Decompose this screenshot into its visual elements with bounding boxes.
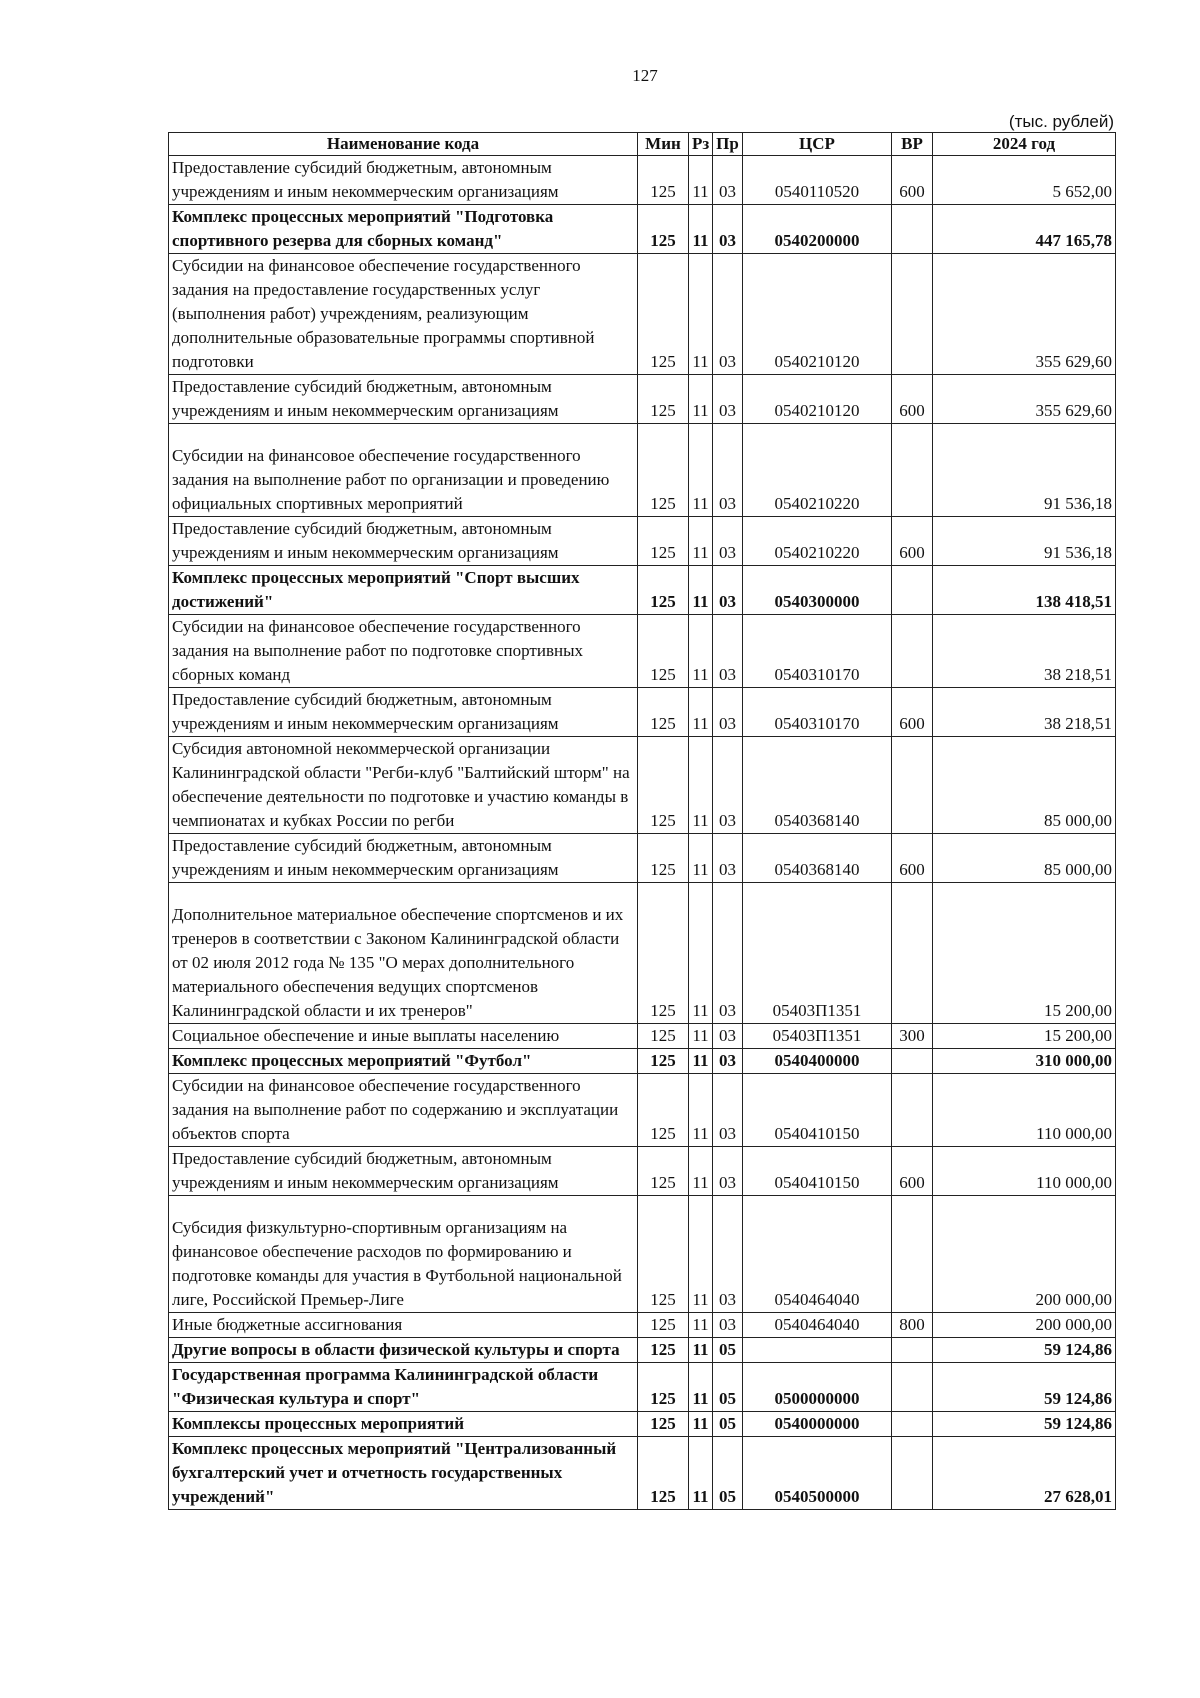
row-csr-cell: 0540210220 [743, 424, 892, 517]
table-row [169, 615, 1116, 688]
row-vr-cell [892, 615, 933, 688]
row-min-cell: 125 [638, 517, 689, 566]
row-csr-cell: 0540000000 [743, 1412, 892, 1437]
row-name-cell: Социальное обеспечение и иные выплаты населению [169, 1024, 638, 1049]
row-rz-cell: 11 [689, 883, 713, 1024]
row-rz-cell: 11 [689, 1338, 713, 1363]
table-row [169, 1049, 1116, 1074]
row-name-cell: Комплекс процессных мероприятий "Спорт высших достижений" [169, 566, 638, 615]
row-amount-cell: 91 536,18 [933, 517, 1116, 566]
table-row [169, 1147, 1116, 1196]
row-csr-cell: 05403П1351 [743, 883, 892, 1024]
row-vr-cell: 300 [892, 1024, 933, 1049]
row-name-cell: Комплекс процессных мероприятий "Футбол" [169, 1049, 638, 1074]
row-min-cell: 125 [638, 375, 689, 424]
row-rz-cell: 11 [689, 1363, 713, 1412]
table-row [169, 566, 1116, 615]
table-row [169, 1338, 1116, 1363]
row-amount-cell: 200 000,00 [933, 1196, 1116, 1313]
table-row [169, 1412, 1116, 1437]
row-amount-cell: 138 418,51 [933, 566, 1116, 615]
row-min-cell: 125 [638, 424, 689, 517]
row-pr-cell: 05 [713, 1338, 743, 1363]
col-header-rz: Рз [689, 133, 713, 156]
row-pr-cell: 03 [713, 688, 743, 737]
row-rz-cell: 11 [689, 156, 713, 205]
row-min-cell: 125 [638, 1338, 689, 1363]
row-min-cell: 125 [638, 254, 689, 375]
units-label: (тыс. рублей) [1008, 112, 1114, 131]
table-row [169, 375, 1116, 424]
table-row [169, 205, 1116, 254]
row-amount-cell: 38 218,51 [933, 615, 1116, 688]
row-csr-cell: 0540410150 [743, 1147, 892, 1196]
row-rz-cell: 11 [689, 1313, 713, 1338]
table-row [169, 1196, 1116, 1313]
row-pr-cell: 03 [713, 1074, 743, 1147]
row-pr-cell: 03 [713, 205, 743, 254]
row-pr-cell: 03 [713, 883, 743, 1024]
row-min-cell: 125 [638, 156, 689, 205]
row-amount-cell: 200 000,00 [933, 1313, 1116, 1338]
row-pr-cell: 03 [713, 1313, 743, 1338]
row-amount-cell: 27 628,01 [933, 1437, 1116, 1510]
row-vr-cell [892, 1437, 933, 1510]
row-amount-cell: 15 200,00 [933, 883, 1116, 1024]
row-amount-cell: 447 165,78 [933, 205, 1116, 254]
row-pr-cell: 05 [713, 1412, 743, 1437]
row-csr-cell: 05403П1351 [743, 1024, 892, 1049]
col-header-min: Мин [638, 133, 689, 156]
row-csr-cell: 0540300000 [743, 566, 892, 615]
row-amount-cell: 5 652,00 [933, 156, 1116, 205]
row-vr-cell: 600 [892, 688, 933, 737]
row-csr-cell: 0540464040 [743, 1313, 892, 1338]
row-name-cell: Субсидии на финансовое обеспечение государственного задания на выполнение работ по подготовке спортивных сборных команд [169, 615, 638, 688]
row-amount-cell: 38 218,51 [933, 688, 1116, 737]
row-rz-cell: 11 [689, 1412, 713, 1437]
row-min-cell: 125 [638, 1437, 689, 1510]
row-name-cell: Субсидии на финансовое обеспечение государственного задания на предоставление государственных услуг (выполнения работ) учреждениям, реализующим дополнительные образовательные программы спортивной подготовки [169, 254, 638, 375]
row-amount-cell: 110 000,00 [933, 1074, 1116, 1147]
row-pr-cell: 03 [713, 615, 743, 688]
row-name-cell: Субсидия физкультурно-спортивным организациям на финансовое обеспечение расходов по формированию и подготовке команды для участия в Футбольной национальной лиге, Российской Премьер-Лиге [169, 1196, 638, 1313]
row-amount-cell: 91 536,18 [933, 424, 1116, 517]
row-pr-cell: 03 [713, 566, 743, 615]
row-min-cell: 125 [638, 1196, 689, 1313]
row-amount-cell: 85 000,00 [933, 737, 1116, 834]
row-amount-cell: 355 629,60 [933, 254, 1116, 375]
row-pr-cell: 03 [713, 834, 743, 883]
table-row [169, 517, 1116, 566]
row-vr-cell [892, 1049, 933, 1074]
table-row [169, 737, 1116, 834]
row-min-cell: 125 [638, 688, 689, 737]
row-name-cell: Иные бюджетные ассигнования [169, 1313, 638, 1338]
row-amount-cell: 59 124,86 [933, 1338, 1116, 1363]
row-rz-cell: 11 [689, 688, 713, 737]
row-vr-cell: 600 [892, 1147, 933, 1196]
row-vr-cell [892, 205, 933, 254]
row-min-cell: 125 [638, 1363, 689, 1412]
row-name-cell: Субсидии на финансовое обеспечение государственного задания на выполнение работ по организации и проведению официальных спортивных мероприятий [169, 424, 638, 517]
row-csr-cell: 0540210220 [743, 517, 892, 566]
row-rz-cell: 11 [689, 1024, 713, 1049]
row-pr-cell: 03 [713, 1147, 743, 1196]
row-name-cell: Субсидии на финансовое обеспечение государственного задания на выполнение работ по содержанию и эксплуатации объектов спорта [169, 1074, 638, 1147]
row-rz-cell: 11 [689, 737, 713, 834]
row-name-cell: Дополнительное материальное обеспечение спортсменов и их тренеров в соответствии с Законом Калининградской области от 02 июля 2012 года № 135 "О мерах дополнительного материального обеспечения ведущих спортсменов Калининградской области и их тренеров" [169, 883, 638, 1024]
row-rz-cell: 11 [689, 375, 713, 424]
row-rz-cell: 11 [689, 1196, 713, 1313]
row-vr-cell [892, 1074, 933, 1147]
row-pr-cell: 03 [713, 1049, 743, 1074]
row-rz-cell: 11 [689, 1049, 713, 1074]
row-vr-cell [892, 566, 933, 615]
row-min-cell: 125 [638, 1147, 689, 1196]
row-min-cell: 125 [638, 1313, 689, 1338]
row-pr-cell: 03 [713, 375, 743, 424]
row-pr-cell: 03 [713, 737, 743, 834]
row-amount-cell: 59 124,86 [933, 1412, 1116, 1437]
row-name-cell: Другие вопросы в области физической культуры и спорта [169, 1338, 638, 1363]
row-rz-cell: 11 [689, 1437, 713, 1510]
row-csr-cell: 0500000000 [743, 1363, 892, 1412]
row-csr-cell: 0540410150 [743, 1074, 892, 1147]
row-amount-cell: 355 629,60 [933, 375, 1116, 424]
row-csr-cell [743, 1338, 892, 1363]
col-header-vr: ВР [892, 133, 933, 156]
row-csr-cell: 0540368140 [743, 834, 892, 883]
row-name-cell: Государственная программа Калининградской области "Физическая культура и спорт" [169, 1363, 638, 1412]
row-csr-cell: 0540400000 [743, 1049, 892, 1074]
row-name-cell: Комплексы процессных мероприятий [169, 1412, 638, 1437]
row-amount-cell: 110 000,00 [933, 1147, 1116, 1196]
row-min-cell: 125 [638, 1074, 689, 1147]
row-rz-cell: 11 [689, 1074, 713, 1147]
row-min-cell: 125 [638, 737, 689, 834]
table-row [169, 688, 1116, 737]
table-row [169, 1024, 1116, 1049]
row-rz-cell: 11 [689, 566, 713, 615]
table-row [169, 834, 1116, 883]
row-name-cell: Субсидия автономной некоммерческой организации Калининградской области "Регби-клуб "Балтийский шторм" на обеспечение деятельности по подготовке и участию команды в чемпионатах и кубках России по регби [169, 737, 638, 834]
row-pr-cell: 03 [713, 517, 743, 566]
row-name-cell: Предоставление субсидий бюджетным, автономным учреждениям и иным некоммерческим организациям [169, 834, 638, 883]
row-pr-cell: 03 [713, 254, 743, 375]
row-csr-cell: 0540500000 [743, 1437, 892, 1510]
row-csr-cell: 0540210120 [743, 375, 892, 424]
table-row [169, 1074, 1116, 1147]
row-csr-cell: 0540210120 [743, 254, 892, 375]
row-csr-cell: 0540310170 [743, 688, 892, 737]
row-rz-cell: 11 [689, 424, 713, 517]
row-min-cell: 125 [638, 566, 689, 615]
row-min-cell: 125 [638, 615, 689, 688]
col-header-pr: Пр [713, 133, 743, 156]
col-header-year: 2024 год [933, 133, 1116, 156]
row-name-cell: Комплекс процессных мероприятий "Подготовка спортивного резерва для сборных команд" [169, 205, 638, 254]
row-vr-cell [892, 883, 933, 1024]
row-vr-cell [892, 1338, 933, 1363]
table-row [169, 1437, 1116, 1510]
row-vr-cell: 600 [892, 156, 933, 205]
row-name-cell: Комплекс процессных мероприятий "Централизованный бухгалтерский учет и отчетность государственных учреждений" [169, 1437, 638, 1510]
row-rz-cell: 11 [689, 834, 713, 883]
page-number: 127 [632, 66, 658, 85]
table-row [169, 1313, 1116, 1338]
row-pr-cell: 05 [713, 1363, 743, 1412]
row-name-cell: Предоставление субсидий бюджетным, автономным учреждениям и иным некоммерческим организациям [169, 156, 638, 205]
row-amount-cell: 59 124,86 [933, 1363, 1116, 1412]
row-csr-cell: 0540110520 [743, 156, 892, 205]
row-vr-cell [892, 1412, 933, 1437]
row-vr-cell [892, 1363, 933, 1412]
row-csr-cell: 0540368140 [743, 737, 892, 834]
row-csr-cell: 0540310170 [743, 615, 892, 688]
table-row [169, 883, 1116, 1024]
row-rz-cell: 11 [689, 1147, 713, 1196]
table-row [169, 1363, 1116, 1412]
row-vr-cell: 600 [892, 834, 933, 883]
row-pr-cell: 03 [713, 1196, 743, 1313]
row-csr-cell: 0540464040 [743, 1196, 892, 1313]
table-row [169, 424, 1116, 517]
row-name-cell: Предоставление субсидий бюджетным, автономным учреждениям и иным некоммерческим организациям [169, 688, 638, 737]
col-header-name: Наименование кода [169, 133, 638, 156]
row-amount-cell: 15 200,00 [933, 1024, 1116, 1049]
row-name-cell: Предоставление субсидий бюджетным, автономным учреждениям и иным некоммерческим организациям [169, 375, 638, 424]
row-min-cell: 125 [638, 1049, 689, 1074]
row-pr-cell: 05 [713, 1437, 743, 1510]
row-min-cell: 125 [638, 834, 689, 883]
row-min-cell: 125 [638, 205, 689, 254]
row-vr-cell [892, 737, 933, 834]
row-amount-cell: 310 000,00 [933, 1049, 1116, 1074]
table-header-row [169, 133, 1116, 156]
table-row [169, 254, 1116, 375]
row-vr-cell [892, 424, 933, 517]
row-vr-cell [892, 1196, 933, 1313]
row-name-cell: Предоставление субсидий бюджетным, автономным учреждениям и иным некоммерческим организациям [169, 1147, 638, 1196]
row-vr-cell: 800 [892, 1313, 933, 1338]
row-min-cell: 125 [638, 1412, 689, 1437]
row-vr-cell [892, 254, 933, 375]
row-rz-cell: 11 [689, 254, 713, 375]
row-vr-cell: 600 [892, 517, 933, 566]
row-pr-cell: 03 [713, 424, 743, 517]
row-rz-cell: 11 [689, 205, 713, 254]
row-rz-cell: 11 [689, 517, 713, 566]
table-row [169, 156, 1116, 205]
row-amount-cell: 85 000,00 [933, 834, 1116, 883]
row-vr-cell: 600 [892, 375, 933, 424]
row-name-cell: Предоставление субсидий бюджетным, автономным учреждениям и иным некоммерческим организациям [169, 517, 638, 566]
row-min-cell: 125 [638, 883, 689, 1024]
row-min-cell: 125 [638, 1024, 689, 1049]
row-csr-cell: 0540200000 [743, 205, 892, 254]
row-pr-cell: 03 [713, 1024, 743, 1049]
budget-table [168, 132, 1116, 1510]
row-rz-cell: 11 [689, 615, 713, 688]
col-header-csr: ЦСР [743, 133, 892, 156]
row-pr-cell: 03 [713, 156, 743, 205]
